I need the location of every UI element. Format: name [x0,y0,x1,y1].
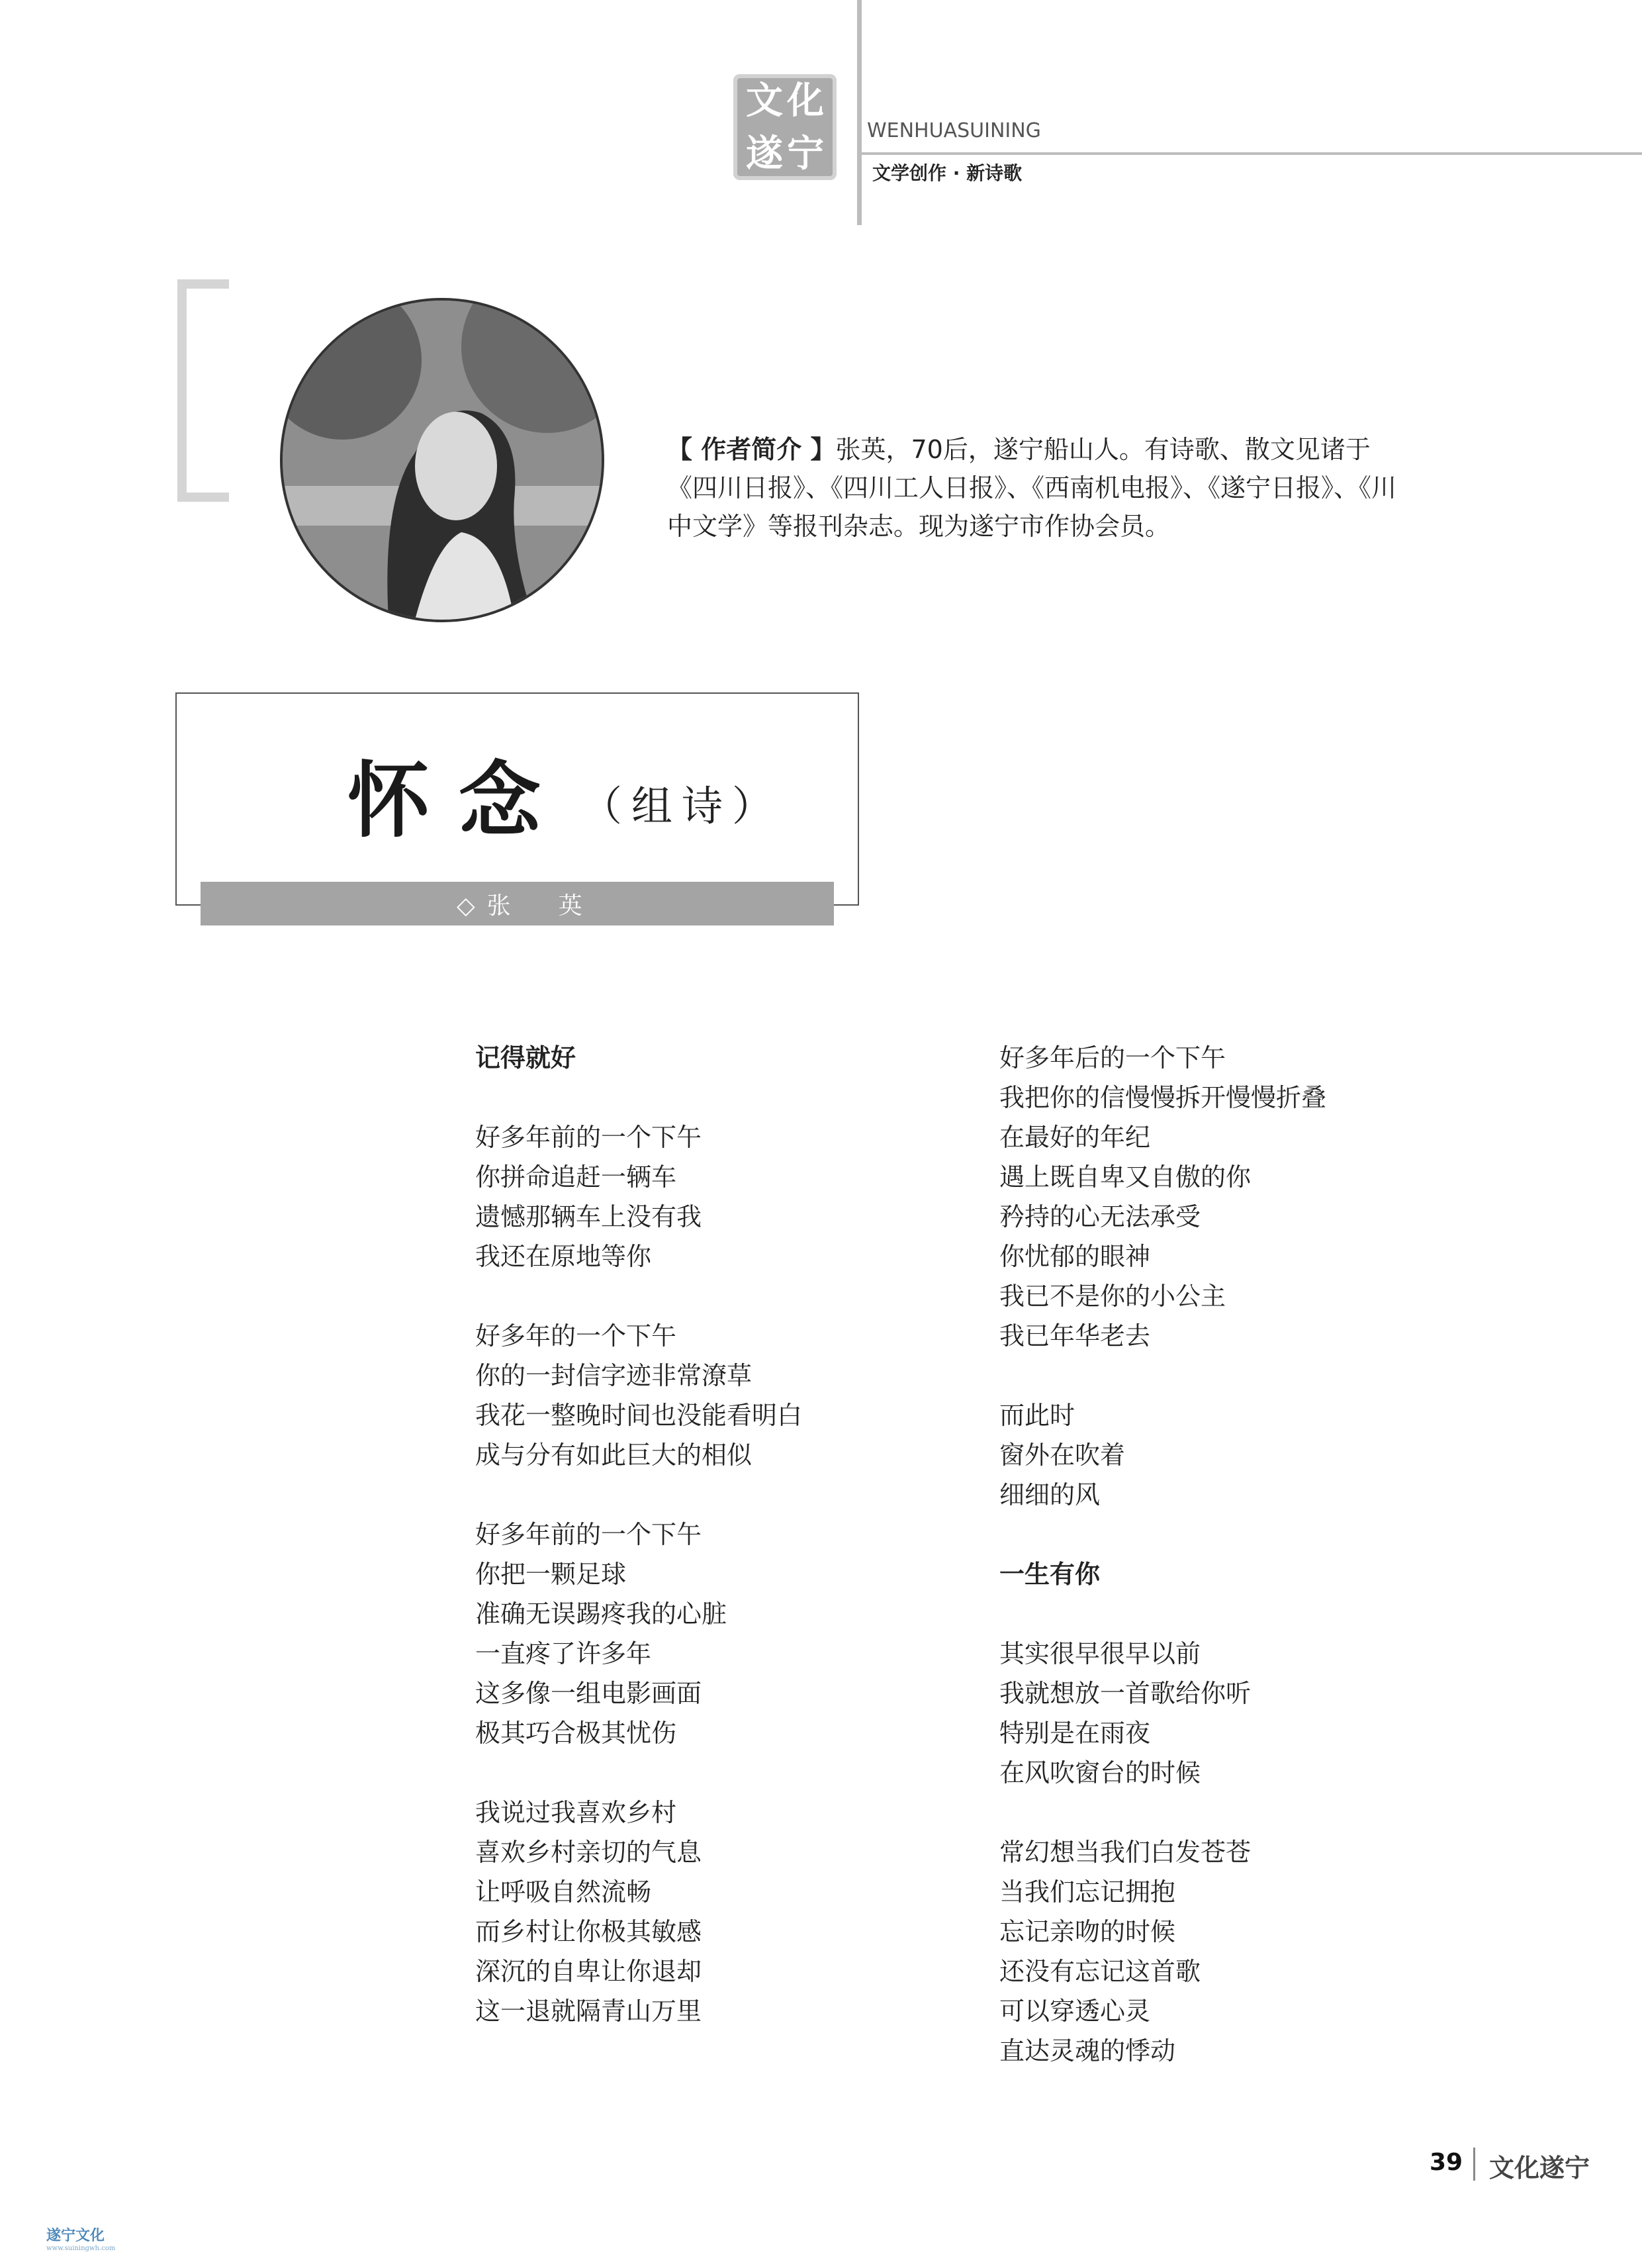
seal-char: 遂 [746,132,783,175]
poem-line: 我说过我喜欢乡村 [475,1798,677,1827]
poem-line: 喜欢乡村亲切的气息 [475,1838,702,1867]
poem-line: 而乡村让你极其敏感 [475,1917,702,1946]
header-divider-vertical [857,0,862,225]
page-number: 39 [1430,2149,1463,2176]
portrait-image-icon [283,301,602,620]
poem-line: 细细的风 [999,1480,1101,1509]
magazine-seal-logo [733,74,837,180]
poem-line: 我花一整晚时间也没能看明白 [475,1401,803,1430]
poem-line: 在风吹窗台的时候 [999,1758,1201,1787]
poem-line: 我已不是你的小公主 [999,1282,1226,1311]
article-subtitle: （组诗） [581,782,783,830]
watermark-logo [46,2224,115,2252]
poem-line: 成与分有如此巨大的相似 [475,1441,753,1470]
poem-line: 你忧郁的眼神 [999,1242,1151,1271]
poem-line: 而此时 [999,1401,1075,1430]
author-name: ◇张 英 [457,892,594,920]
poem-line: 好多年后的一个下午 [999,1043,1226,1072]
poem-line: 深沉的自卑让你退却 [475,1957,702,1986]
poem-line: 你拼命追赶一辆车 [475,1162,677,1192]
decorative-bracket [177,279,229,502]
poem-title: 一生有你 [999,1560,1101,1589]
poem-line: 这多像一组电影画面 [475,1679,702,1708]
poem-line: 好多年的一个下午 [475,1321,677,1350]
poem-line: 可以穿透心灵 [999,1997,1151,2026]
author-portrait [280,298,604,622]
seal-char: 化 [787,79,824,122]
stanza-gap [475,1753,952,1793]
poem-line: 这一退就隔青山万里 [475,1997,702,2026]
bio-label: 【 作者简介 】 [667,435,836,464]
poem-line: 我已年华老去 [999,1321,1151,1350]
poem-line: 我就想放一首歌给你听 [999,1679,1252,1708]
footer-divider [1473,2148,1475,2181]
poem-line: 好多年前的一个下午 [475,1520,702,1549]
section-label: 文学创作 · 新诗歌 [872,162,1023,184]
poem-line: 矜持的心无法承受 [999,1202,1201,1231]
seal-char: 文 [746,79,783,122]
stanza-gap [999,1356,1595,1395]
poem-line: 窗外在吹着 [999,1441,1126,1470]
poem-line: 一直疼了许多年 [475,1639,652,1668]
poem-column-left [475,1038,952,2031]
poem-line: 在最好的年纪 [999,1123,1151,1152]
poem-line: 常幻想当我们白发苍苍 [999,1838,1252,1867]
poem-line: 我把你的信慢慢拆开慢慢折叠 [999,1083,1327,1112]
poem-line: 遇上既自卑又自傲的你 [999,1162,1252,1192]
watermark-text: 遂宁文化 [46,2227,105,2244]
poem-line: 特别是在雨夜 [999,1719,1151,1748]
magazine-name-en: WENHUASUINING [867,119,1041,142]
poem-line: 准确无误踢疼我的心脏 [475,1599,727,1629]
author-bio [667,430,1408,545]
stanza-gap [999,1793,1595,1832]
poem-line: 还没有忘记这首歌 [999,1957,1201,1986]
poem-line: 让呼吸自然流畅 [475,1877,652,1907]
bio-text: 张英，70后，遂宁船山人。有诗歌、散文见诸于《四川日报》、《四川工人日报》、《西南机电报》、《遂宁日报》、《川中文学》等报刊杂志。现为遂宁市作协会员。 [667,435,1397,541]
stanza-gap [475,1078,952,1117]
poem-line: 我还在原地等你 [475,1242,652,1271]
poem-line: 遗憾那辆车上没有我 [475,1202,702,1231]
poem-line: 直达灵魂的悸动 [999,2036,1176,2065]
poem-line: 忘记亲吻的时候 [999,1917,1176,1946]
poem-column-right [999,1038,1595,2071]
poem-title: 记得就好 [475,1043,576,1072]
poem-line: 当我们忘记拥抱 [999,1877,1176,1907]
stanza-gap [475,1276,952,1316]
poem-line: 你把一颗足球 [475,1560,627,1589]
stanza-gap [999,1594,1595,1634]
header-divider-horizontal [862,152,1642,155]
seal-char: 宁 [787,132,824,175]
stanza-gap [475,1475,952,1515]
poem-line: 极其巧合极其忧伤 [475,1719,677,1748]
stanza-gap [999,1515,1595,1554]
poem-line: 好多年前的一个下午 [475,1123,702,1152]
poem-line: 你的一封信字迹非常潦草 [475,1361,753,1390]
article-title: 怀念 [347,753,570,849]
poem-line: 其实很早很早以前 [999,1639,1201,1668]
watermark-url: www.suiningwh.com [46,2245,116,2252]
footer-magazine-name: 文化遂宁 [1489,2153,1590,2183]
